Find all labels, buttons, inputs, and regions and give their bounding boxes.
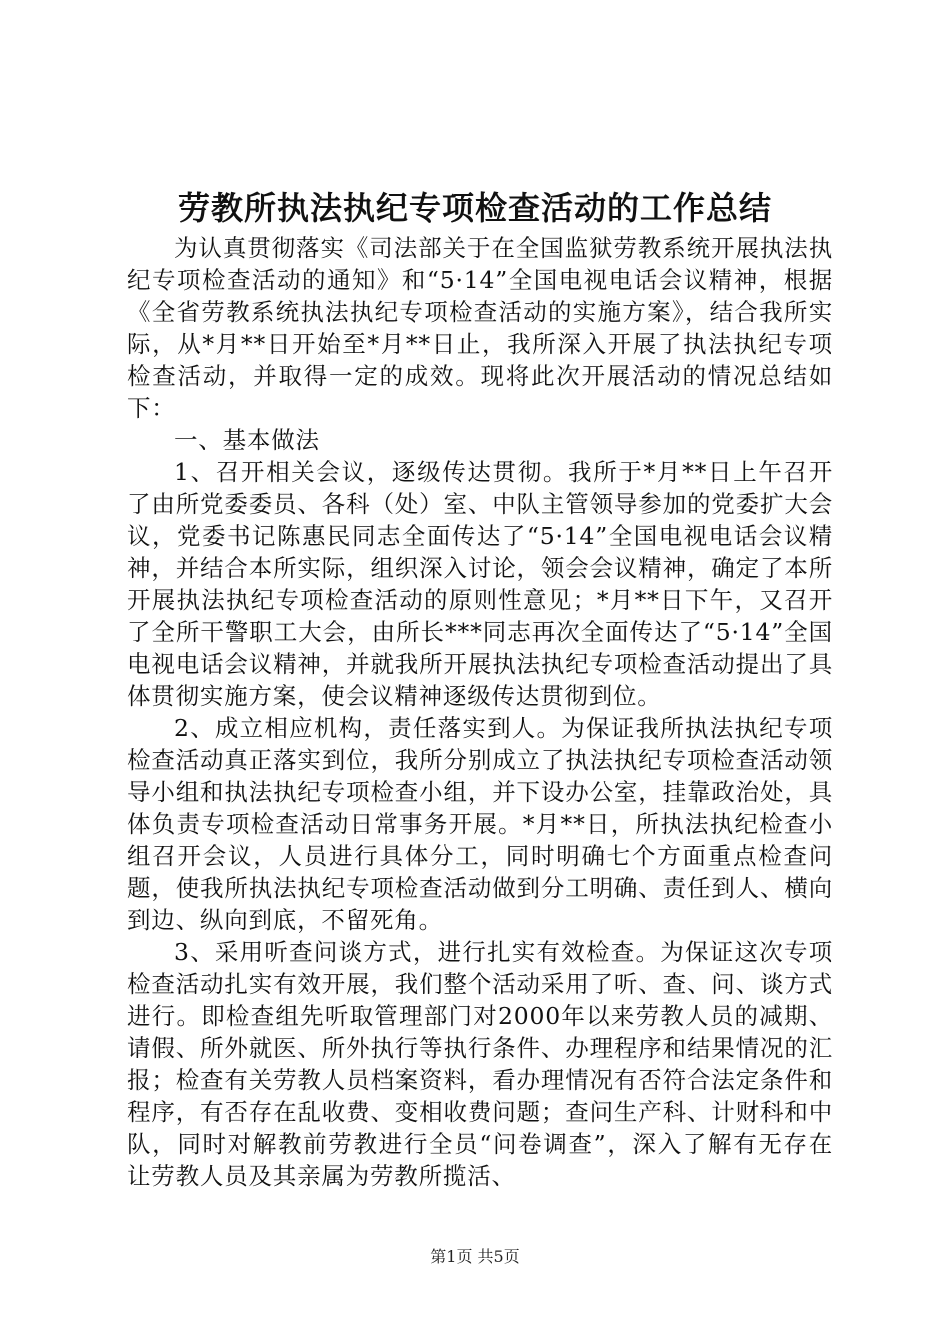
paragraph-item-2: 2、成立相应机构，责任落实到人。为保证我所执法执纪专项检查活动真正落实到位，我所分别成立了执法执纪专项检查活动领导小组和执法执纪专项检查小组，并下设办公室，挂靠政治处，具体负责专项检查活动日常事务开展。*月**日，所执法执纪检查小组召开会议，人员进行具体分工，同时明确七个方面重点检查问题，使我所执法执纪专项检查活动做到分工明确、责任到人、横向到边、纵向到底，不留死角。 — [127, 714, 833, 934]
section-heading-basic-methods: 一、基本做法 — [174, 426, 320, 454]
paragraph-intro: 为认真贯彻落实《司法部关于在全国监狱劳教系统开展执法执纪专项检查活动的通知》和“5·14”全国电视电话会议精神，根据《全省劳教系统执法执纪专项检查活动的实施方案》，结合我所实际，从*月**日开始至*月**日止，我所深入开展了执法执纪专项检查活动，并取得一定的成效。现将此次开展活动的情况总结如下： — [127, 234, 833, 422]
document-title: 劳教所执法执纪专项检查活动的工作总结 — [177, 189, 772, 227]
paragraph-item-3: 3、采用听查问谈方式，进行扎实有效检查。为保证这次专项检查活动扎实有效开展，我们整个活动采用了听、查、问、谈方式进行。即检查组先听取管理部门对2000年以来劳教人员的减期、请假、所外就医、所外执行等执行条件、办理程序和结果情况的汇报；检查有关劳教人员档案资料，看办理情况有否符合法定条件和程序，有否存在乱收费、变相收费问题；查问生产科、计财科和中队，同时对解教前劳教进行全员“问卷调查”，深入了解有无存在让劳教人员及其亲属为劳教所揽活、 — [127, 938, 833, 1190]
paragraph-item-1: 1、召开相关会议，逐级传达贯彻。我所于*月**日上午召开了由所党委委员、各科（处）室、中队主管领导参加的党委扩大会议，党委书记陈惠民同志全面传达了“5·14”全国电视电话会议精神，并结合本所实际，组织深入讨论，领会会议精神，确定了本所开展执法执纪专项检查活动的原则性意见；*月**日下午，又召开了全所干警职工大会，由所长***同志再次全面传达了“5·14”全国电视电话会议精神，并就我所开展执法执纪专项检查活动提出了具体贯彻实施方案，使会议精神逐级传达贯彻到位。 — [127, 458, 833, 710]
document-body — [127, 232, 833, 1192]
page-footer: 第1页 共5页 — [430, 1247, 520, 1266]
